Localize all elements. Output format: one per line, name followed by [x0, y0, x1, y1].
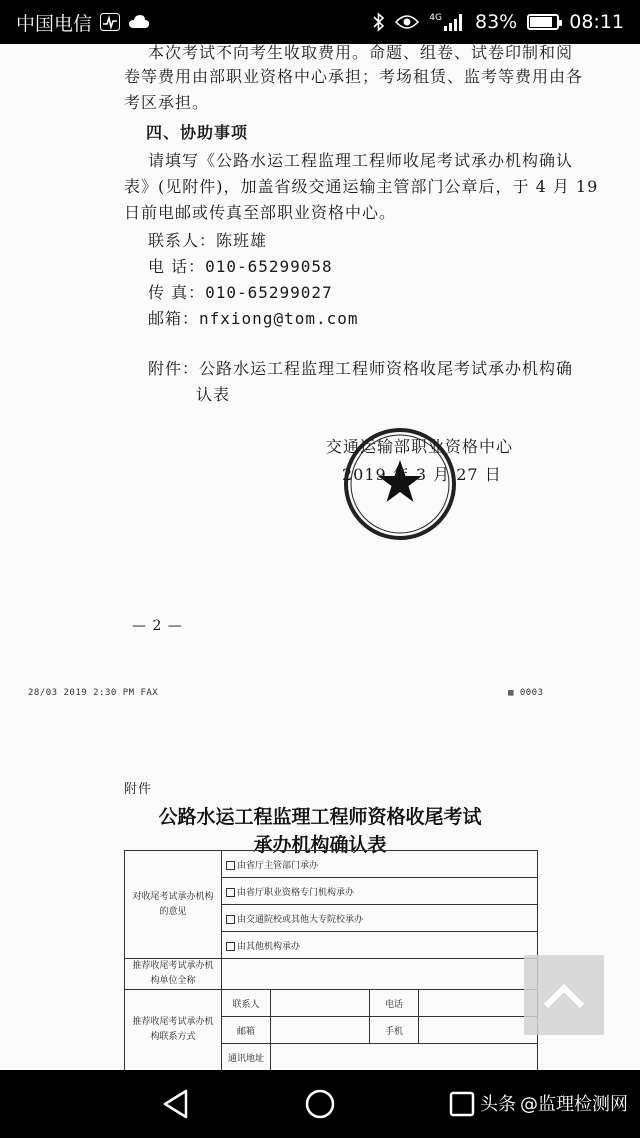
- page-number: — 2 —: [132, 618, 183, 634]
- tel-value: [419, 990, 538, 1017]
- watermark: [480, 1090, 628, 1116]
- checkbox-icon: [226, 861, 235, 870]
- fax-header-left: 28/03 2019 2:30 PM FAX: [28, 688, 159, 698]
- phone-label: 电 话：: [148, 257, 206, 276]
- section-heading: 四、协助事项: [146, 123, 249, 142]
- carrier-name: 中国电信: [16, 12, 93, 35]
- unit-label: 推荐收尾考试承办机构单位全称: [125, 959, 222, 990]
- battery-percent: 83%: [475, 11, 518, 33]
- doc-line: 表》(见附件)，加盖省级交通运输主管部门公章后，于 4 月 19: [124, 177, 599, 196]
- doc-line: 考区承担。: [124, 93, 210, 112]
- sign-date: 2019 年 3 月 27 日: [342, 465, 502, 484]
- option-cell: [222, 878, 538, 905]
- fax-page-icon: ▦: [508, 688, 514, 698]
- attachment-line: 认表: [196, 385, 231, 404]
- fax-label: 传 真：: [148, 283, 206, 302]
- contact-method-label: 推荐收尾考试承办机构联系方式: [125, 990, 222, 1071]
- option-label: 由省厅主管部门承办: [237, 860, 319, 871]
- home-button[interactable]: [300, 1084, 340, 1124]
- navigation-bar: [0, 1070, 640, 1138]
- watermark-handle: @监理检测网: [520, 1094, 628, 1115]
- doc-line: 请填写《公路水运工程监理工程师收尾考试承办机构确认: [148, 151, 574, 170]
- bluetooth-icon: [373, 12, 385, 32]
- tel-label: 电话: [370, 990, 419, 1017]
- signer-org: 交通运输部职业资格中心: [326, 437, 514, 456]
- clock: 08:11: [569, 11, 624, 33]
- unit-value: [222, 959, 538, 990]
- document-viewer[interactable]: [0, 44, 640, 1070]
- mail-label: 邮箱: [222, 1017, 271, 1044]
- email-line: [148, 306, 359, 329]
- watermark-prefix: 头条: [480, 1094, 516, 1115]
- form-subtitle: 承办机构确认表: [253, 834, 387, 856]
- checkbox-icon: [226, 942, 235, 951]
- option-cell: [222, 851, 538, 878]
- option-label: 由交通院校或其他大专院校承办: [237, 914, 364, 925]
- recents-square-icon: [448, 1090, 476, 1118]
- back-button[interactable]: [156, 1084, 196, 1124]
- attachment-line: 附件：公路水运工程监理工程师资格收尾考试承办机构确: [148, 359, 574, 378]
- table-row: [125, 851, 538, 878]
- scroll-to-top-button[interactable]: [524, 955, 604, 1035]
- address-value: [271, 1044, 538, 1071]
- contact-person: 联系人：陈班雄: [148, 231, 268, 250]
- person-label: 联系人: [222, 990, 271, 1017]
- back-triangle-icon: [162, 1088, 190, 1120]
- fax-page-number: 0003: [519, 688, 544, 698]
- option-cell: [222, 905, 538, 932]
- fax-header-right: [508, 688, 544, 698]
- doc-line: 日前电邮或传真至部职业资格中心。: [124, 203, 397, 222]
- checkbox-icon: [226, 915, 235, 924]
- doc-line: 本次考试不向考生收取费用。命题、组卷、试卷印制和阅: [148, 44, 574, 62]
- checkbox-icon: [226, 888, 235, 897]
- fax-number: 010-65299027: [205, 283, 333, 302]
- fax-line: [148, 280, 333, 303]
- option-label: 由其他机构承办: [237, 941, 301, 952]
- network-type: 4G: [429, 13, 442, 23]
- table-row: [125, 959, 538, 990]
- home-circle-icon: [304, 1088, 336, 1120]
- eye-comfort-icon: [395, 14, 419, 30]
- email-label: 邮箱：: [148, 309, 200, 328]
- email-address: nfxiong@tom.com: [199, 309, 359, 328]
- opinion-label: 对收尾考试承办机构的意见: [125, 851, 222, 959]
- signal-icon: [429, 13, 465, 31]
- person-value: [271, 990, 370, 1017]
- mail-value: [271, 1017, 370, 1044]
- battery-icon: [527, 14, 559, 30]
- phone-line: [148, 254, 333, 277]
- status-bar: [0, 0, 640, 44]
- annex-label: 附件: [124, 782, 153, 797]
- mobile-label: 手机: [370, 1017, 419, 1044]
- option-label: 由省厅职业资格专门机构承办: [237, 887, 355, 898]
- confirmation-form-table: [124, 850, 538, 1070]
- phone-number: 010-65299058: [205, 257, 333, 276]
- cloud-icon: [128, 14, 150, 30]
- form-title: 公路水运工程监理工程师资格收尾考试: [158, 806, 482, 828]
- chevron-up-icon: [542, 980, 586, 1010]
- option-cell: [222, 932, 538, 959]
- recents-button[interactable]: [442, 1084, 482, 1124]
- table-row: [125, 990, 538, 1017]
- doc-line: 卷等费用由部职业资格中心承担；考场租赁、监考等费用由各: [124, 67, 584, 86]
- activity-monitor-icon: [100, 13, 120, 31]
- address-label: 通讯地址: [222, 1044, 271, 1071]
- mobile-value: [419, 1017, 538, 1044]
